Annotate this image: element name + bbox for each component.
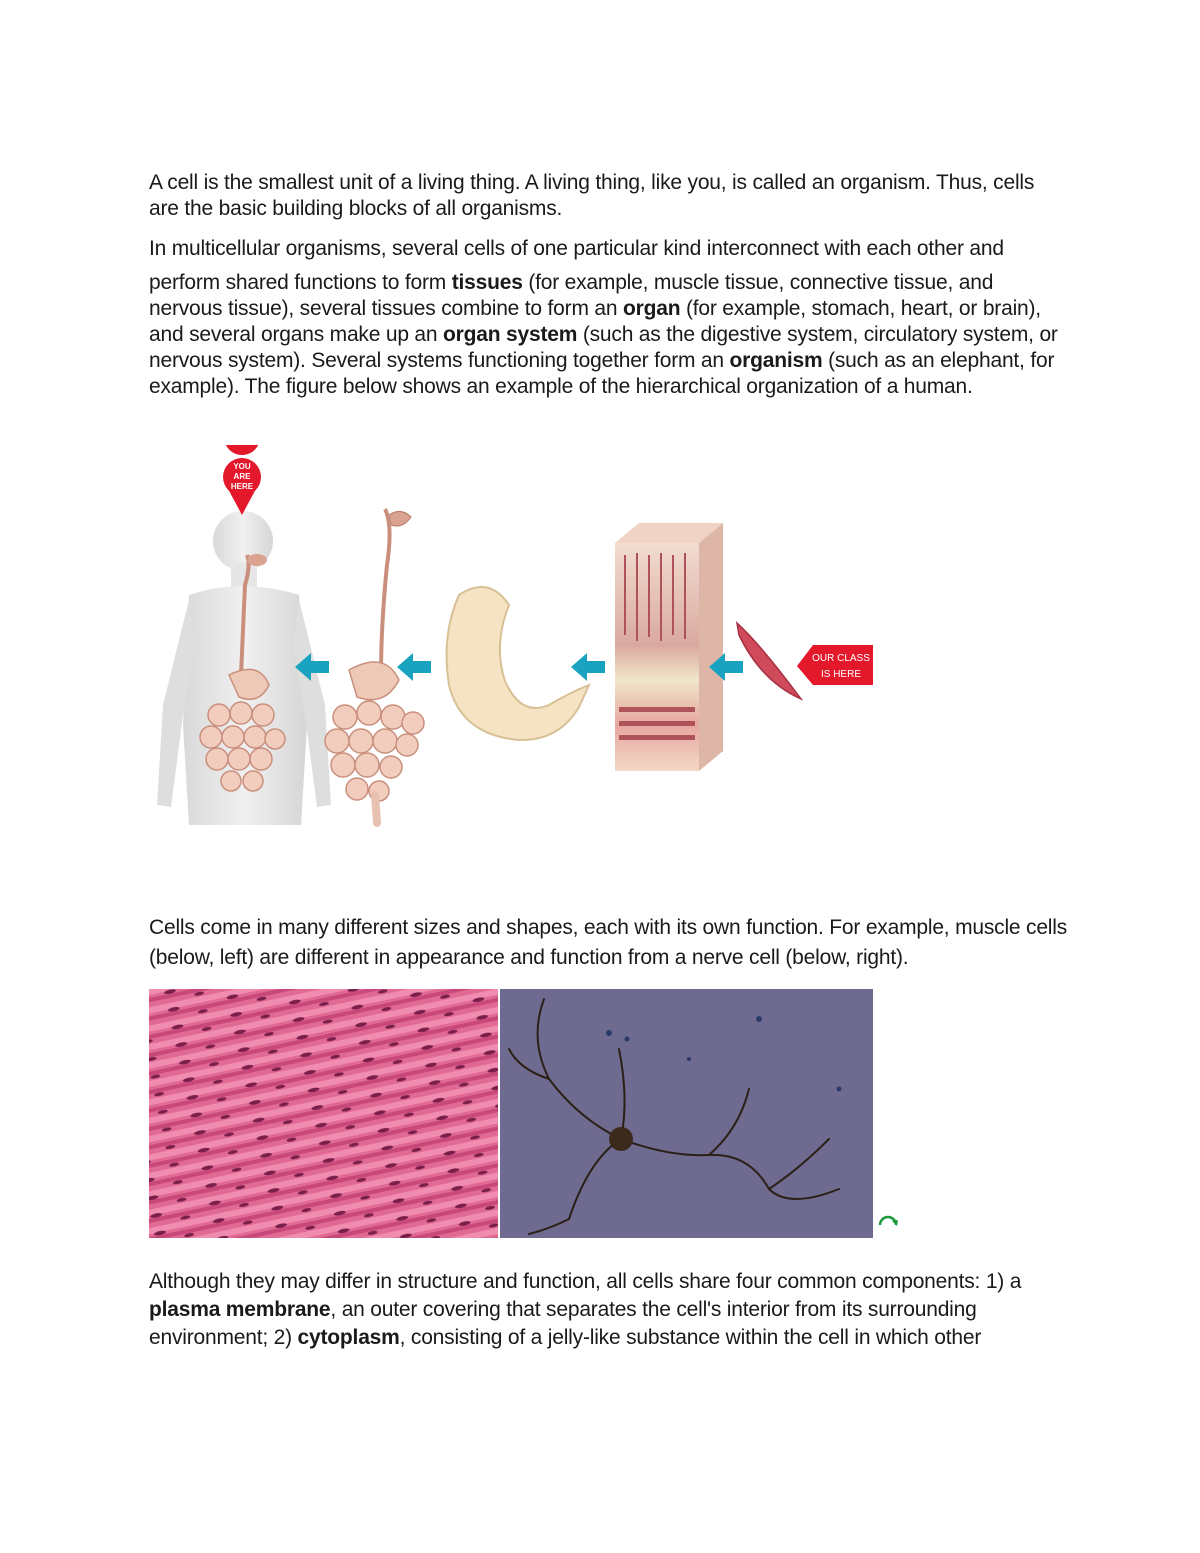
components-text-2: , an outer covering that separates the cell's interior from its surrounding environment; 2) xyxy=(149,1298,977,1349)
nerve-cell-image xyxy=(500,989,873,1238)
hierarchy-text-2: (for example, muscle tissue, connective tissue, and nervous tissue), several tissues combine to form an xyxy=(149,271,994,320)
hierarchy-text-5: (such as an elephant, for example). The figure below shows an example of the hierarchical organization of a human. xyxy=(149,349,1055,398)
arrow-left-icon xyxy=(397,653,431,681)
hierarchy-text-4: (such as the digestive system, circulatory system, or nervous system). Several systems functioning together form an xyxy=(149,323,1058,372)
hierarchy-text-1: perform shared functions to form xyxy=(149,271,452,294)
common-components-paragraph xyxy=(149,1268,1069,1352)
arrow-left-icon xyxy=(571,653,605,681)
tag-text-line-1: OUR CLASS xyxy=(812,653,870,664)
intro-paragraph: A cell is the smallest unit of a living thing. A living thing, like you, is called an organism. Thus, cells are the basic building blocks of all organisms. xyxy=(149,171,1035,220)
pin-text-line-3: HERE xyxy=(230,482,254,491)
term-cytoplasm: cytoplasm xyxy=(297,1326,400,1349)
you-are-here-pin xyxy=(223,445,261,515)
components-text-3: , consisting of a jelly-like substance within the cell in which other xyxy=(399,1326,982,1349)
hierarchy-first-line: In multicellular organisms, several cells of one particular kind interconnect with each other and xyxy=(149,237,1004,260)
micrograph-pair xyxy=(149,989,873,1238)
hierarchy-illustration xyxy=(149,445,909,845)
stomach-organ xyxy=(447,587,589,740)
term-organism: organism xyxy=(729,349,823,372)
hierarchy-text-3: (for example, stomach, heart, or brain), and several organs make up an xyxy=(149,297,1041,346)
muscle-tissue-image xyxy=(149,989,498,1238)
term-tissues: tissues xyxy=(451,271,523,294)
cell-shapes-paragraph: Cells come in many different sizes and shapes, each with its own function. For example, muscle cells (below, left) are different in appearance and function from a nerve cell (below, right). xyxy=(149,916,1068,969)
term-organ-system: organ system xyxy=(443,323,578,346)
muscle-cell xyxy=(737,623,801,699)
tag-text-line-2: IS HERE xyxy=(820,669,862,680)
term-plasma-membrane: plasma membrane xyxy=(149,1298,331,1321)
hierarchy-figure xyxy=(149,445,909,845)
our-class-tag xyxy=(797,645,873,685)
pin-text-line-1: YOU xyxy=(233,462,251,471)
pin-text-line-2: ARE xyxy=(233,472,251,481)
hierarchy-paragraph xyxy=(149,236,1069,400)
components-text-1: Although they may differ in structure and function, all cells share four common components: 1) a xyxy=(149,1270,1022,1293)
term-organ: organ xyxy=(622,297,681,320)
refresh-icon xyxy=(876,1211,900,1229)
tissue-block xyxy=(615,523,723,771)
